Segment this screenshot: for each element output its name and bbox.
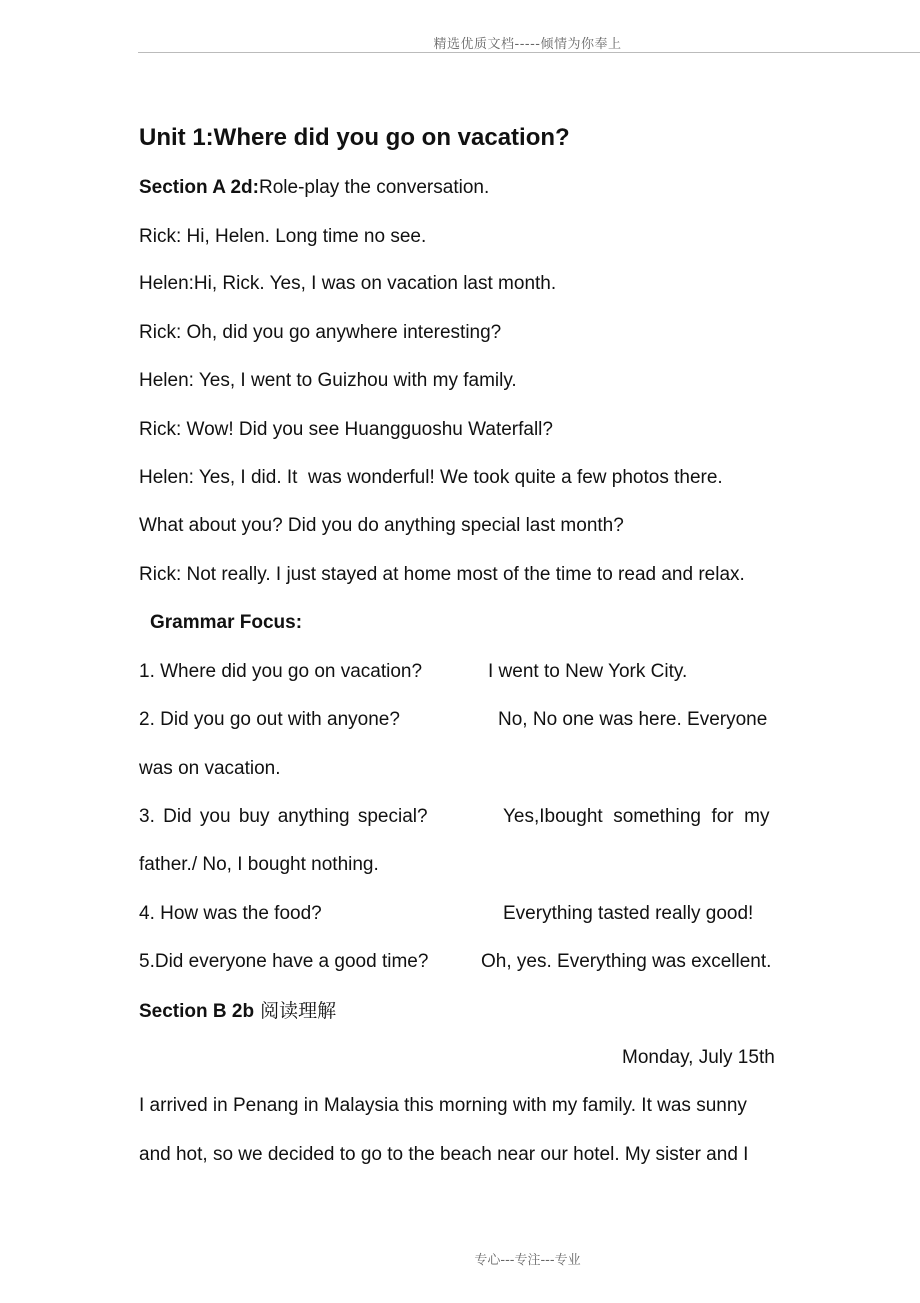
section-b-label: Section B 2b [139, 1001, 255, 1022]
dialogue-line: Rick: Wow! Did you see Huangguoshu Waterfall? [139, 419, 553, 440]
grammar-question: 2. Did you go out with anyone? [139, 709, 400, 730]
dialogue-line: Rick: Not really. I just stayed at home most of the time to read and relax. [139, 564, 745, 585]
section-a-instruction: Role-play the conversation. [259, 177, 490, 198]
grammar-question: 4. How was the food? [139, 903, 322, 924]
page-footer: 专心---专注---专业 [474, 1253, 581, 1268]
grammar-answer-continued: was on vacation. [139, 758, 281, 779]
grammar-answer: I went to New York City. [488, 661, 688, 682]
grammar-answer: Everything tasted really good! [503, 903, 754, 924]
page-header: 精选优质文档-----倾情为你奉上 [433, 37, 622, 52]
grammar-question: 5.Did everyone have a good time? [139, 951, 429, 972]
grammar-answer-continued: father./ No, I bought nothing. [139, 854, 379, 875]
grammar-question: 1. Where did you go on vacation? [139, 661, 423, 682]
dialogue-line: Rick: Oh, did you go anywhere interesting? [139, 322, 502, 343]
section-a-label: Section A 2d: [139, 177, 259, 198]
grammar-question: 3. Did you buy anything special? [139, 806, 428, 827]
reading-line: I arrived in Penang in Malaysia this morning with my family. It was sunny [139, 1095, 747, 1116]
page-title: Unit 1:Where did you go on vacation? [139, 124, 570, 151]
dialogue-line: Helen: Yes, I did. It was wonderful! We took quite a few photos there. [139, 467, 723, 488]
section-b-label-cn: 阅读理解 [254, 1000, 337, 1022]
grammar-answer: Oh, yes. Everything was excellent. [481, 951, 772, 972]
reading-line: and hot, so we decided to go to the beach near our hotel. My sister and I [139, 1144, 749, 1165]
grammar-answer: No, No one was here. Everyone [498, 709, 768, 730]
dialogue-line: Helen: Yes, I went to Guizhou with my family. [139, 370, 517, 391]
grammar-heading: Grammar Focus: [150, 612, 303, 633]
header-divider [138, 52, 920, 53]
dialogue-line: Helen:Hi, Rick. Yes, I was on vacation last month. [139, 273, 557, 294]
section-b-heading [139, 999, 336, 1024]
dialogue-line: Rick: Hi, Helen. Long time no see. [139, 226, 427, 247]
diary-date: Monday, July 15th [622, 1047, 775, 1068]
grammar-answer: Yes,Ibought something for my [503, 806, 770, 827]
dialogue-line: What about you? Did you do anything special last month? [139, 515, 624, 536]
section-a-heading [139, 176, 489, 200]
